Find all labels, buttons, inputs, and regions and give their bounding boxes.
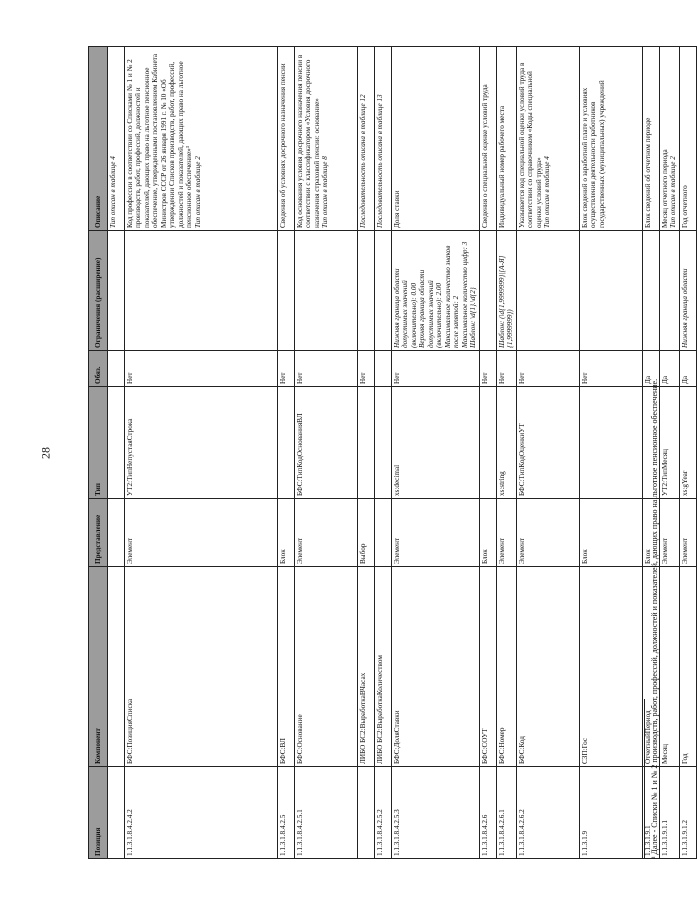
cell-constraints xyxy=(278,231,295,351)
cell-constraints: Нижняя граница области xyxy=(679,231,696,351)
cell-constraints xyxy=(125,231,278,351)
cell-description xyxy=(392,47,480,231)
cell-required: Нет xyxy=(125,351,278,387)
cell-position: 1.1.3.1.9 xyxy=(579,767,642,859)
cell-representation xyxy=(375,499,392,567)
cell-representation: Элемент xyxy=(125,499,278,567)
cell-position: 1.1.3.1.9.1.2 xyxy=(679,767,696,859)
cell-required: Нет xyxy=(516,351,579,387)
cell-position: 1.1.3.1.8.4.2.5.2 xyxy=(375,767,392,859)
cell-representation: Блок xyxy=(579,499,642,567)
cell-position: 1.1.3.1.8.4.2.4.2 xyxy=(125,767,278,859)
cell-required: Нет xyxy=(392,351,480,387)
table-row xyxy=(278,47,295,859)
cell-position: 1.1.3.1.8.4.2.5 xyxy=(278,767,295,859)
cell-representation: Элемент xyxy=(659,499,679,567)
description-line: Индивидуальный номер рабочего места xyxy=(497,105,506,228)
cell-constraints: Шаблон: (\d{1,9999999}|[А-Я]{1,9999999}) xyxy=(496,231,516,351)
table-row xyxy=(579,47,642,859)
cell-component: БФС:Код xyxy=(516,567,579,767)
cell-constraints xyxy=(295,231,358,351)
header-position: Позиция xyxy=(89,767,108,859)
cell-type xyxy=(479,387,496,499)
description-line: Код профессии в соответствии со Списками № 1 и № 2 производств, работ, профессий, должностей и показателей, дающих право на льготное пенсионное обеспечение, утвержденными постановлением Кабинета Министров СССР от 26 января 1991 г. № 10 «Об утверждении Списков производств, работ, профессий, должностей и показателей, дающих право на льготное пенсионное обеспечение»³ xyxy=(126,53,194,228)
cell-required: Да xyxy=(642,351,659,387)
header-representation: Представление xyxy=(89,499,108,567)
cell-type: УТ2:ТипНепустаяСтрока xyxy=(125,387,278,499)
cell-required: Нет xyxy=(579,351,642,387)
cell-description xyxy=(516,47,579,231)
cell-type: БФС:ТипКодОценкиУТ xyxy=(516,387,579,499)
cell-position: 1.1.3.1.8.4.2.6.2 xyxy=(516,767,579,859)
description-line: Тип описан в таблице 8 xyxy=(321,156,330,228)
cell-type: xs:decimal xyxy=(392,387,480,499)
page-number: 28 xyxy=(38,447,53,459)
table-row xyxy=(496,47,516,859)
footnote: ³ Далее - Списки № 1 и № 2 производств, работ, профессий, должностей и показателей, дающих право на льготное пенсионное обеспечение. xyxy=(650,378,659,859)
header-component: Компонент xyxy=(89,567,108,767)
cell-component xyxy=(108,567,125,767)
header-required: Обяз. xyxy=(89,351,108,387)
cell-type xyxy=(579,387,642,499)
cell-constraints xyxy=(375,231,392,351)
description-line: Блок сведений о заработной плате и условиях осуществления деятельности работников государственных (муниципальных) учреждений xyxy=(580,80,606,228)
table-row xyxy=(392,47,480,859)
spec-table-body xyxy=(108,47,697,859)
cell-description xyxy=(659,47,679,231)
cell-type: БФС:ТипКодОснованияВЛ xyxy=(295,387,358,499)
cell-description xyxy=(108,47,125,231)
cell-type xyxy=(358,387,375,499)
cell-component: ОтчетныйПериод xyxy=(642,567,659,767)
cell-representation xyxy=(108,499,125,567)
cell-required: Нет xyxy=(479,351,496,387)
description-line: Блок сведений об отчетном периоде xyxy=(643,117,652,228)
cell-constraints xyxy=(108,231,125,351)
cell-description xyxy=(579,47,642,231)
cell-description xyxy=(125,47,278,231)
cell-description xyxy=(496,47,516,231)
cell-component: Месяц xyxy=(659,567,679,767)
cell-required: Да xyxy=(679,351,696,387)
header-constraints: Ограничения (расширение) xyxy=(89,231,108,351)
cell-position: 1.1.3.1.8.4.2.5.3 xyxy=(392,767,480,859)
cell-description xyxy=(278,47,295,231)
cell-representation: Элемент xyxy=(392,499,480,567)
cell-type: xs:string xyxy=(496,387,516,499)
description-line: Указывается код специальной оценки условий труда в соответствии со справочником «Коды специальной оценки условий труда» xyxy=(517,62,543,228)
cell-position xyxy=(358,767,375,859)
header-description: Описание xyxy=(89,47,108,231)
cell-constraints xyxy=(579,231,642,351)
cell-position: 1.1.3.1.8.4.2.6.1 xyxy=(496,767,516,859)
description-line: Месяц отчетного периода xyxy=(660,149,669,228)
cell-representation: Блок xyxy=(278,499,295,567)
cell-position: 1.1.3.1.9.1.1 xyxy=(659,767,679,859)
cell-required: Нет xyxy=(358,351,375,387)
cell-type xyxy=(375,387,392,499)
cell-description xyxy=(679,47,696,231)
cell-required: Нет xyxy=(295,351,358,387)
cell-required: Нет xyxy=(278,351,295,387)
cell-representation: Элемент xyxy=(679,499,696,567)
cell-type: xs:gYear xyxy=(679,387,696,499)
description-line: Доля ставки xyxy=(393,190,401,228)
cell-representation: Блок xyxy=(642,499,659,567)
cell-required xyxy=(108,351,125,387)
description-line: Тип описан в таблице 4 xyxy=(109,156,117,228)
document-stage xyxy=(88,47,689,859)
rotated-table-region xyxy=(88,47,689,859)
cell-constraints: Нижняя граница области допустимых значений (включительно): 0.00 Верхняя граница области допустимых значений (включительно): 2.00 Максимальное количество знаков после запятой: 2 Максимальное количество цифр: 3 Шаблон: \d{1}.\d{2} xyxy=(392,231,480,351)
description-line: Сведения о специальной оценке условий труда xyxy=(480,84,489,228)
table-row xyxy=(375,47,392,859)
cell-component: БФС:ДоляСтавки xyxy=(392,567,480,767)
description-line: Тип описан в таблице 2 xyxy=(669,156,678,228)
cell-component: БФС:Основание xyxy=(295,567,358,767)
cell-position: 1.1.3.1.8.4.2.6 xyxy=(479,767,496,859)
cell-component: Год xyxy=(679,567,696,767)
table-row xyxy=(679,47,696,859)
cell-component: ЛИБО БС2:ВыработкаКоличеством xyxy=(375,567,392,767)
cell-position: 1.1.3.1.9.1 xyxy=(642,767,659,859)
table-row xyxy=(295,47,358,859)
cell-component: БФС:ВЛ xyxy=(278,567,295,767)
cell-position xyxy=(108,767,125,859)
table-row xyxy=(516,47,579,859)
table-row xyxy=(659,47,679,859)
cell-constraints xyxy=(479,231,496,351)
cell-required: Нет xyxy=(496,351,516,387)
cell-component: БФС:СОУТ xyxy=(479,567,496,767)
cell-representation: Элемент xyxy=(295,499,358,567)
table-row xyxy=(108,47,125,859)
cell-component: БФС:Номер xyxy=(496,567,516,767)
cell-representation: Элемент xyxy=(516,499,579,567)
cell-description xyxy=(358,47,375,231)
cell-type xyxy=(108,387,125,499)
spec-table xyxy=(88,46,697,859)
cell-component: ЛИБО БС2:ВыработкаВЧасах xyxy=(358,567,375,767)
description-line: Тип описан в таблице 2 xyxy=(193,156,202,228)
cell-constraints xyxy=(516,231,579,351)
table-row xyxy=(358,47,375,859)
cell-component: БФС:ПозицияСписка xyxy=(125,567,278,767)
cell-constraints xyxy=(358,231,375,351)
description-line: Сведения об условиях досрочного назначения пенсии xyxy=(279,63,287,228)
description-line: Последовательность описана в таблице 12 xyxy=(359,94,367,228)
cell-representation: Элемент xyxy=(496,499,516,567)
cell-description xyxy=(479,47,496,231)
header-type: Тип xyxy=(89,387,108,499)
cell-description xyxy=(295,47,358,231)
cell-position: 1.1.3.1.8.4.2.5.1 xyxy=(295,767,358,859)
description-line: Год отчетного xyxy=(680,185,689,228)
cell-type xyxy=(278,387,295,499)
cell-component: СЗП:Гос xyxy=(579,567,642,767)
cell-representation: Блок xyxy=(479,499,496,567)
cell-required: Да xyxy=(659,351,679,387)
cell-required xyxy=(375,351,392,387)
table-row xyxy=(479,47,496,859)
description-line: Тип описан в таблице 4 xyxy=(543,156,552,228)
cell-representation: Выбор xyxy=(358,499,375,567)
cell-constraints xyxy=(659,231,679,351)
cell-type: УТ2:ТипМесяц xyxy=(659,387,679,499)
cell-description xyxy=(375,47,392,231)
table-row xyxy=(125,47,278,859)
description-line: Последовательность описана в таблице 13 xyxy=(376,94,384,228)
footnote-rule xyxy=(644,699,645,859)
description-line: Код основания условия досрочного назначения пенсии в соответствии с классификатором «Условия досрочного назначения страховой пенсии: основание» xyxy=(296,54,321,228)
header-row xyxy=(89,47,108,859)
